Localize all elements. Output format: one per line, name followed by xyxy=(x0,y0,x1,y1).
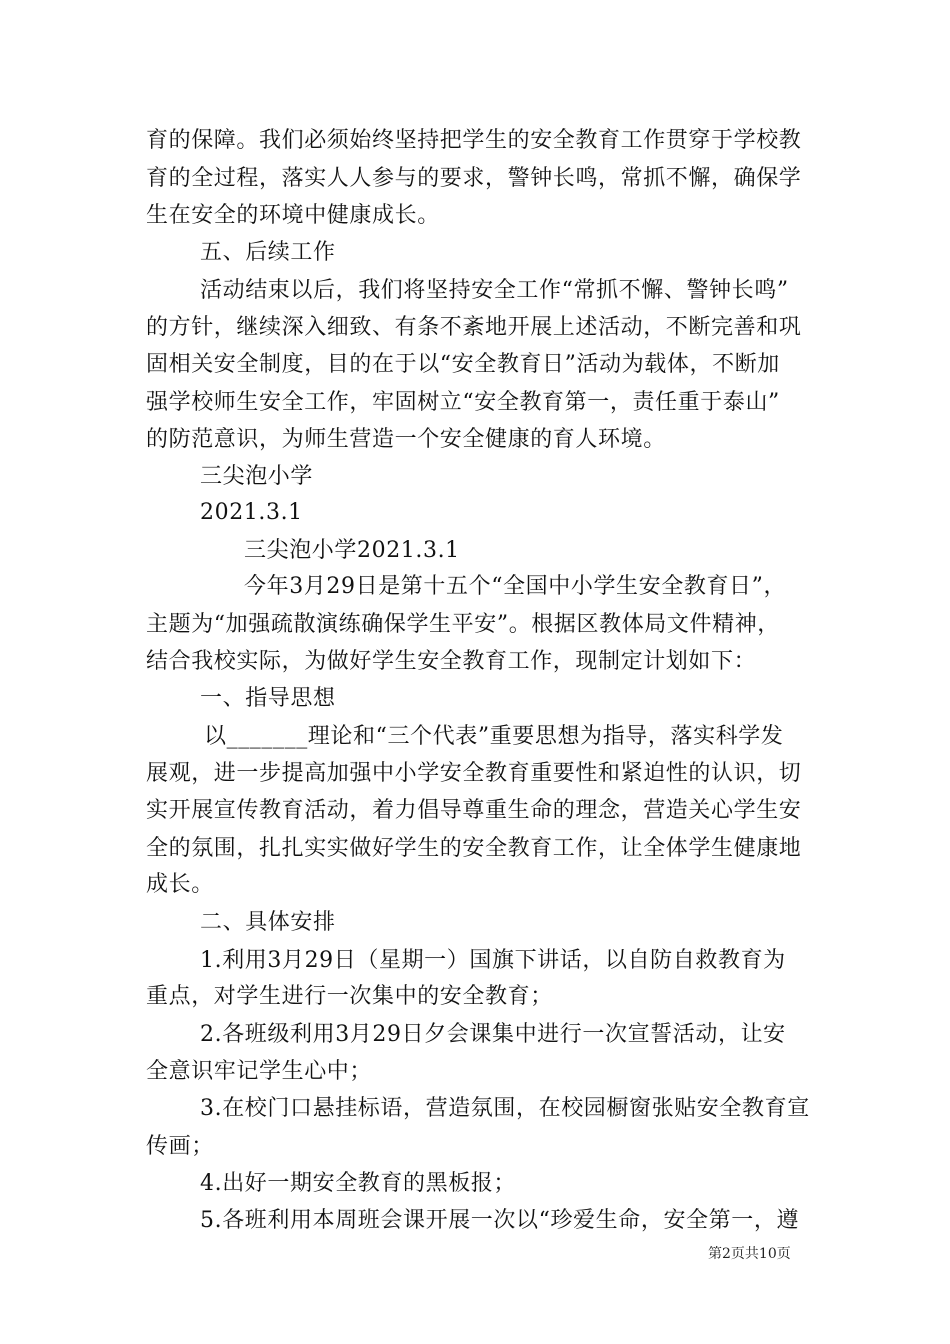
body-text-line: 以_______理论和“三个代表”重要思想为指导，落实科学发 xyxy=(204,724,784,749)
body-text-line: 育的保障。我们必须始终坚持把学生的安全教育工作贯穿于学校教 xyxy=(146,128,802,153)
page-number: 第2页共10页 xyxy=(708,1246,791,1262)
signature-line: 三尖泡小学2021.3.1 xyxy=(244,538,460,563)
body-text-line: 强学校师生安全工作，牢固树立“安全教育第一，责任重于泰山” xyxy=(146,390,780,415)
body-text-line: 育的全过程，落实人人参与的要求，警钟长鸣，常抓不懈，确保学 xyxy=(146,166,802,191)
body-text-line: 结合我校实际，为做好学生安全教育工作，现制定计划如下： xyxy=(146,649,757,674)
section-heading: 二、具体安排 xyxy=(200,910,336,935)
list-item-continuation: 全意识牢记学生心中； xyxy=(146,1059,373,1084)
body-text-line: 成长。 xyxy=(146,872,214,897)
body-text-line: 生在安全的环境中健康成长。 xyxy=(146,203,440,228)
body-text-line: 固相关安全制度，目的在于以“安全教育日”活动为载体，不断加 xyxy=(146,352,780,377)
body-text-line: 活动结束以后，我们将坚持安全工作“常抓不懈、警钟长鸣” xyxy=(200,278,789,303)
section-heading: 五、后续工作 xyxy=(200,240,336,265)
body-text-line: 实开展宣传教育活动，着力倡导尊重生命的理念，营造关心学生安 xyxy=(146,798,802,823)
body-text-line: 全的氛围，扎扎实实做好学生的安全教育工作，让全体学生健康地 xyxy=(146,836,802,861)
body-text-line: 今年3月29日是第十五个“全国中小学生安全教育日”， xyxy=(244,574,787,599)
list-item: 2.各班级利用3月29日夕会课集中进行一次宣誓活动，让安 xyxy=(200,1022,786,1047)
list-item: 5.各班利用本周班会课开展一次以“珍爱生命，安全第一，遵 xyxy=(200,1208,800,1233)
body-text-line: 的方针，继续深入细致、有条不紊地开展上述活动，不断完善和巩 xyxy=(146,315,802,340)
list-item: 3.在校门口悬挂标语，营造氛围，在校园橱窗张贴安全教育宣 xyxy=(200,1096,810,1121)
signature-date: 2021.3.1 xyxy=(200,500,303,525)
list-item-continuation: 传画； xyxy=(146,1134,214,1159)
list-item: 4.出好一期安全教育的黑板报； xyxy=(200,1171,516,1196)
body-text-line: 主题为“加强疏散演练确保学生平安”。根据区教体局文件精神， xyxy=(146,612,780,637)
body-text-line: 的防范意识，为师生营造一个安全健康的育人环境。 xyxy=(146,427,666,452)
list-item: 1.利用3月29日（星期一）国旗下讲话，以自防自救教育为 xyxy=(200,948,786,973)
section-heading: 一、指导思想 xyxy=(200,686,336,711)
body-text-line: 展观，进一步提高加强中小学安全教育重要性和紧迫性的认识，切 xyxy=(146,761,802,786)
signature-school: 三尖泡小学 xyxy=(200,464,314,489)
list-item-continuation: 重点，对学生进行一次集中的安全教育； xyxy=(146,984,553,1009)
